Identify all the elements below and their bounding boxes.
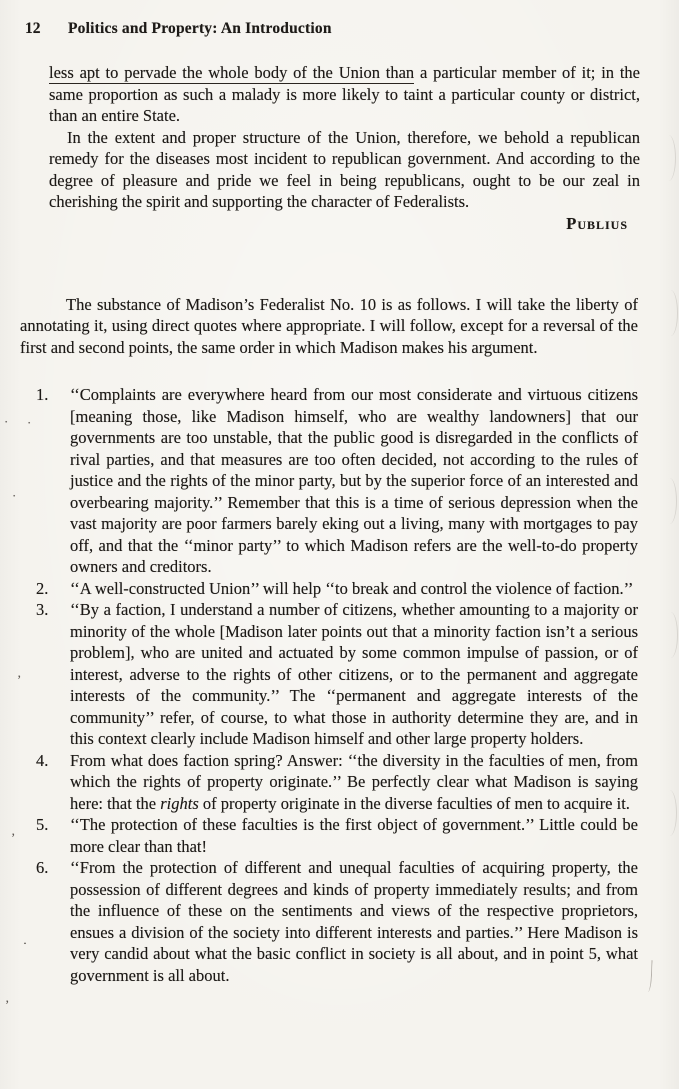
- list-item-number: 6.: [36, 858, 49, 877]
- scan-artifact-tick: ’: [5, 997, 10, 1012]
- annotated-points-list: [20, 384, 638, 986]
- scan-artifact-dot: ·: [12, 488, 17, 503]
- scan-artifact-tick: ’: [11, 830, 16, 845]
- list-item: [20, 578, 638, 600]
- scan-artifact-page-curl: [664, 135, 676, 181]
- list-item: [20, 814, 638, 857]
- list-item-text-post: of property originate in the diverse faculties of men to acquire it.: [198, 793, 630, 813]
- intro-paragraph: The substance of Madison’s Federalist No. 10 is as follows. I will take the liberty of annotating it, using direct quotes where appropriate. I will follow, except for a reversal of the first and second points, the same order in which Madison makes his argument.: [20, 294, 638, 357]
- scan-artifact-tick: ’: [17, 672, 22, 687]
- italic-word: rights: [160, 793, 199, 813]
- scan-artifact-page-curl: [665, 790, 677, 836]
- list-item: [20, 599, 638, 750]
- quote-paragraph-2: In the extent and proper structure of the Union, therefore, we behold a republican remedy for the diseases most incident to republican government. And according to the degree of pleasure and pride we feel in being republicans, ought to be our zeal in cherishing the spirit and supporting the character of Federalists.: [49, 127, 640, 211]
- list-item: [20, 384, 638, 578]
- list-item-text: ‘‘A well-constructed Union’’ will help ‘‘to break and control the violence of faction.’’: [70, 578, 634, 598]
- scan-artifact-page-curl: [666, 612, 678, 658]
- list-item: [20, 750, 638, 815]
- underlined-passage: less apt to pervade the whole body of the Union than: [49, 63, 415, 82]
- list-item-number: 4.: [36, 750, 49, 770]
- quote-paragraph-1: [49, 62, 640, 127]
- list-item-text: ‘‘The protection of these faculties is the first object of government.’’ Little could be more clear than that!: [70, 815, 638, 856]
- scan-artifact-dot: ·: [27, 415, 32, 430]
- scan-artifact-margin-stroke: [646, 960, 652, 992]
- list-item-number: 2.: [36, 578, 49, 598]
- list-item-text: ‘‘From the protection of different and unequal faculties of acquiring property, the possession of different degrees and kinds of property immediately results; and from the influence of these on the sentiments and views of the respective proprietors, ensues a division of the society into different interests and parties.’’ Here Madison is very candid about what the basic conflict in society is all about, and in point 5, what government is all about.: [70, 858, 638, 985]
- list-item-number: 3.: [36, 600, 49, 619]
- scan-artifact-dot: ·: [4, 414, 9, 429]
- running-header-title: Politics and Property: An Introduction: [68, 20, 332, 37]
- list-item-number: 5.: [36, 815, 49, 834]
- list-item-text-pre: From what does faction spring? Answer: ‘‘the diversity in the faculties of men, from which the rights of property originate.’’ Be perfectly clear what Madison is saying here: that the: [70, 750, 638, 813]
- list-item-text: ‘‘By a faction, I understand a number of citizens, whether amounting to a majority or minority of the whole [Madison later points out that a minority faction isn’t a serious problem], who are united and actuated by some common impulse of passion, or of interest, adverse to the rights of other citizens, or to the permanent and aggregate interests of the community.’’ The ‘‘permanent and aggregate interests of the community’’ refer, of course, to what those in authority determine they are, and in this context clearly include Madison himself and other large property holders.: [70, 600, 638, 748]
- publius-signature: Publius: [566, 213, 628, 233]
- quote-paragraph-1-rest: a particular member of it; in the same proportion as such a malady is more likely to taint a particular county or district, than an entire State.: [49, 63, 640, 125]
- federalist-quote-block: [49, 62, 640, 234]
- list-item: [20, 857, 638, 986]
- scan-artifact-dot-before-6: ·: [23, 936, 27, 950]
- scan-artifact-page-curl: [665, 478, 677, 524]
- list-item-text: ‘‘Complaints are everywhere heard from our most considerate and virtuous citizens [meaning those, like Madison himself, who are wealthy landowners] that our governments are too unstable, that the public good is disregarded in the conflicts of rival parties, and that measures are too often decided, not according to the rules of justice and the rights of the minor party, but by the superior force of an interested and overbearing majority.’’ Remember that this is a time of serious depression when the vast majority are poor farmers barely eking out a living, many with mortgages to pay off, and that the ‘‘minor party’’ to which Madison refers are the well-to-do property owners and creditors.: [70, 385, 638, 576]
- list-item-number: 1.: [36, 385, 49, 404]
- page-number: 12: [25, 20, 41, 37]
- scan-artifact-page-curl: [666, 290, 678, 336]
